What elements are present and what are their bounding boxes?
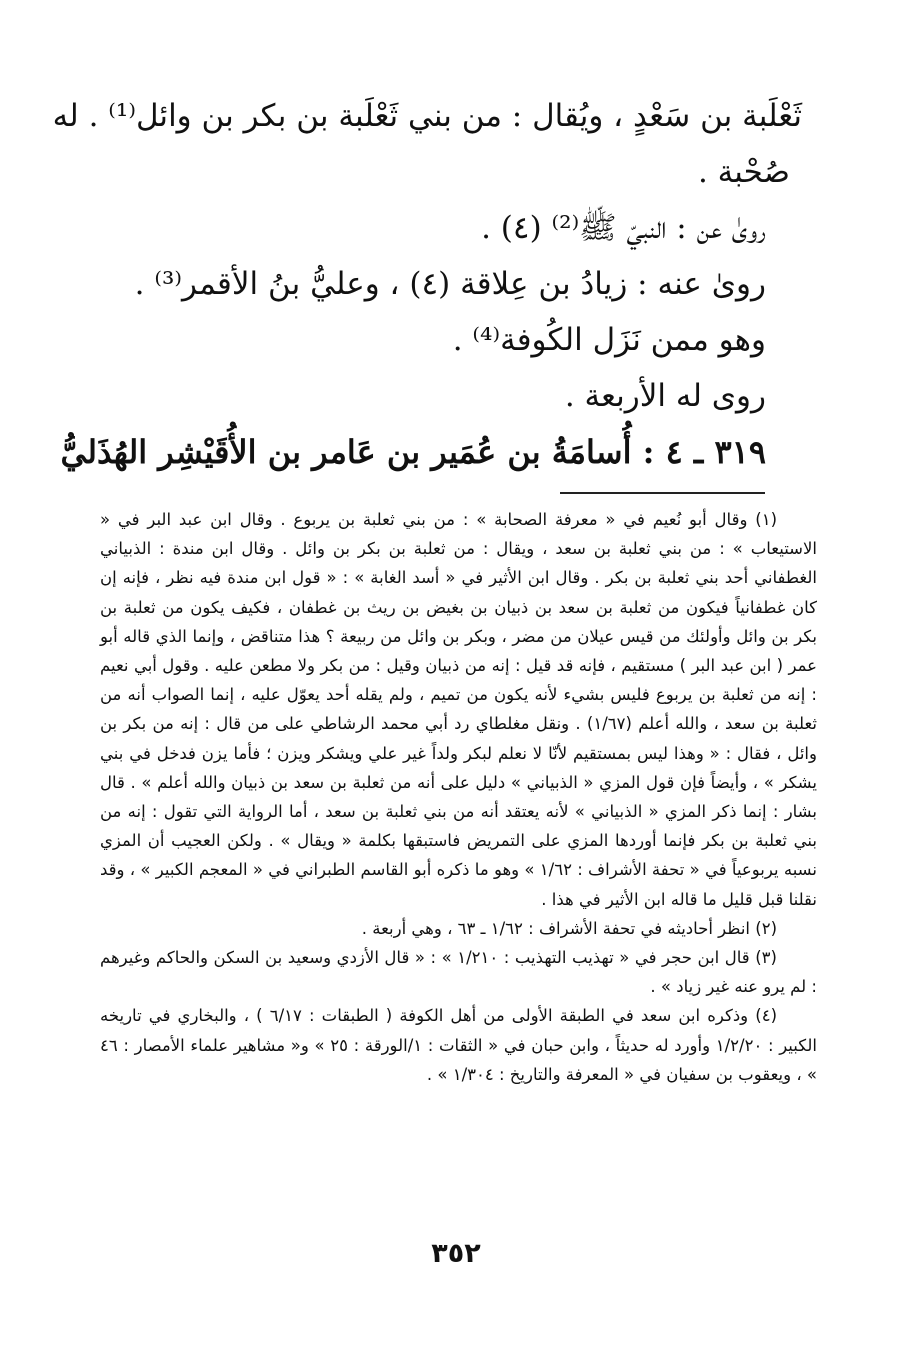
companionship-line: صُحْبة . (697, 154, 790, 190)
narrated-from-line: روىٰ عن : النبيّ ﷺ⁽²⁾ (٤) . (481, 210, 766, 246)
entry-heading: ٣١٩ ـ ٤ : أُسامَةُ بن عُمَير بن عَامر بن الأُقَيْشِر الهُذَليُّ (60, 433, 766, 471)
narrators-line: روىٰ عنه : زيادُ بن عِلاقة (٤) ، وعليُّ بنُ الأقمر⁽³⁾ . (134, 266, 766, 302)
footnotes (100, 505, 817, 1089)
biography-entry (52, 88, 802, 480)
footnote-divider (560, 492, 765, 494)
footnote-2: (٢) انظر أحاديثه في تحفة الأشراف : ١/٦٢ ـ ٦٣ ، وهي أربعة . (361, 918, 777, 938)
footnote-1: (١) وقال أبو نُعيم في « معرفة الصحابة » : من بني ثعلبة بن يربوع . وقال ابن عبد البر في « الاستيعاب » : من بني ثعلبة بن سعد ، ويقال : من ثعلبة بن بكر بن وائل . وقال ابن مندة : الذبياني الغطفاني أحد بني ثعلبة بن بكر . وقال ابن الأثير في « أسد الغابة » : « قول ابن مندة فيه نظر ، فإنه إن كان غطفانياً فيكون من ثعلبة بن سعد بن ذبيان بن بغيض بن ريث بن غطفان ، فكيف يكون من ثعلبة بن بكر بن وائل وأولئك من قيس عيلان من مضر ، وبكر بن وائل من ربيعة ؟ هذا متناقض ، وإنما الذي قاله أبو عمر ( ابن عبد البر ) مستقيم ، فإنه قد قيل : إنه من ذبيان وقيل : من بكر ولا مطعن عليه . وقول أبي نعيم : إنه من ثعلبة بن يربوع فليس بشيء لأنه يكون من تميم ، ولم يقله أحد يعوّل عليه ، إنما الصواب أنه من ثعلبة بن سعد ، والله أعلم (١/٦٧) . ونقل مغلطاي رد أبي محمد الرشاطي على من قال : إنه من بكر بن وائل ، فقال : « وهذا ليس بمستقيم لأنّا لا نعلم لبكر ولداً غير علي ويشكر ويزن ؛ فأما يزن فدخل في بني يشكر » ، وأيضاً فإن قول المزي « الذبياني » دليل على أنه من ثعلبة بن سعد بن ذبيان والله أعلم » . قال بشار : إنما ذكر المزي « الذبياني » لأنه يعتقد أنه من بني ثعلبة بن سعد ، أما الرواية التي تقول : إنه من بني ثعلبة بن بكر فإنما أوردها المزي على التمريض فاستبقها بكلمة « ويقال » . ولكن العجيب أن المزي نسبه يربوعياً في « تحفة الأشراف : ١/٦٢ » وهو ما ذكره أبو القاسم الطبراني في « المعجم الكبير » ، وقد نقلنا قبل قليل ما قاله ابن الأثير في هذا . (100, 510, 817, 909)
residence-line: وهو ممن نَزَل الكُوفة⁽⁴⁾ . (452, 322, 766, 358)
footnote-3: (٣) قال ابن حجر في « تهذيب التهذيب : ١/٢١٠ » : « قال الأزدي وسعيد بن السكن والحاكم وغيرهم : لم يرو عنه غير زياد » . (100, 948, 817, 997)
footnote-4: (٤) وذكره ابن سعد في الطبقة الأولى من أهل الكوفة ( الطبقات : ٦/١٧ ) ، والبخاري في تاريخه الكبير : ١/٢/٢٠ وأورد له حديثاً ، وابن حبان في « الثقات : ١/الورقة : ٢٥ » و« مشاهير علماء الأمصار : ٤٦ » ، ويعقوب بن سفيان في « المعرفة والتاريخ : ١/٣٠٤ » . (100, 1006, 817, 1084)
page-number: ٣٥٢ (431, 1238, 481, 1269)
transmission-line: روى له الأربعة . (564, 378, 766, 414)
lineage-line: ثَعْلَبة بن سَعْدٍ ، ويُقال : من بني ثَعْلَبة بن بكر بن وائل⁽¹⁾ . له (52, 98, 802, 134)
